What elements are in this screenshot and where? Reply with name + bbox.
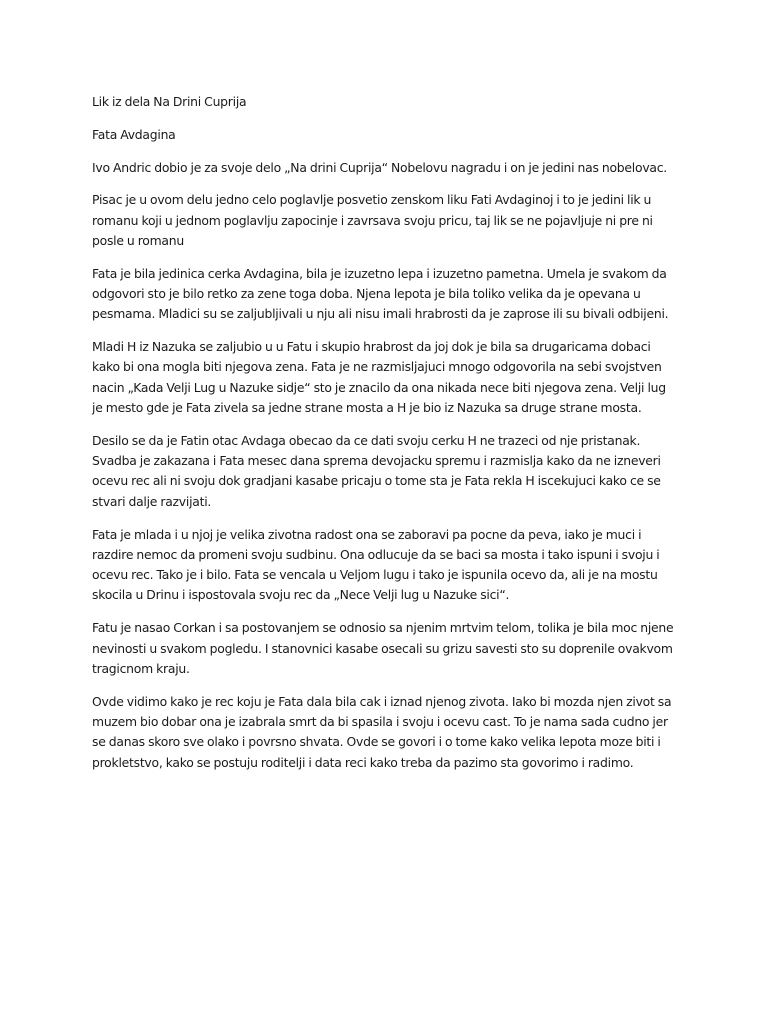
document-body	[92, 92, 678, 785]
document-subtitle: Fata Avdagina	[92, 126, 176, 142]
paragraph-5: Desilo se da je Fatin otac Avdaga obecao da ce dati svoju cerku H ne trazeci od nje pristanak. Svadba je zakazana i Fata mesec dana sprema devojacku spremu i razmislja kako da ne izneveri ocevu rec ali ni svoju dok gradjani kasabe pricaju o tome sta je Fata rekla H iscekujuci kako ce se stvari dalje razvijati.	[92, 432, 661, 509]
paragraph-2: Pisac je u ovom delu jedno celo poglavlje posvetio zenskom liku Fati Avdaginoj i to je jedini lik u romanu koji u jednom poglavlju zapocinje i zavrsava svoju pricu, taj lik se ne pojavljuje ni pre ni posle u romanu	[92, 192, 653, 248]
document-title: Lik iz dela Na Drini Cuprija	[92, 94, 247, 109]
paragraph-7: Fatu je nasao Corkan i sa postovanjem se odnosio sa njenim mrtvim telom, tolika je bila moc njene nevinosti u svakom pogledu. I stanovnici kasabe osecali su grizu savesti sto su doprenile ovakvom tragicnom kraju.	[92, 620, 674, 676]
paragraph-4: Mladi H iz Nazuka se zaljubio u u Fatu i skupio hrabrost da joj dok je bila sa drugaricama dobaci kako bi ona mogla biti njegova zena. Fata je ne razmisljajuci mnogo odgovorila na sebi svojstven nacin „Kada Velji Lug u Nazuke sidje“ sto je znacilo da ona nikada nece biti njegova zena. Velji lug je mesto gde je Fata zivela sa jedne strane mosta a H je bio iz Nazuka sa druge strane mosta.	[92, 339, 666, 416]
paragraph-1: Ivo Andric dobio je za svoje delo „Na drini Cuprija“ Nobelovu nagradu i on je jedini nas nobelovac.	[92, 159, 667, 175]
paragraph-3: Fata je bila jedinica cerka Avdagina, bila je izuzetno lepa i izuzetno pametna. Umela je svakom da odgovori sto je bilo retko za zene toga doba. Njena lepota je bila toliko velika da je opevana u pesmama. Mladici su se zaljubljivali u nju ali nisu imali hrabrosti da je zaprose ili su bivali odbijeni.	[92, 265, 669, 322]
paragraph-6: Fata je mlada i u njoj je velika zivotna radost ona se zaboravi pa pocne da peva, iako je muci i razdire nemoc da promeni svoju sudbinu. Ona odlucuje da se baci sa mosta i tako ispuni i svoju i ocevu rec. Tako je i bilo. Fata se vencala u Veljom lugu i tako je ispunila ocevo da, ali je na mostu skocila u Drinu i ispostovala svoju rec da „Nece Velji lug u Nazuke sici“.	[92, 526, 660, 603]
paragraph-8: Ovde vidimo kako je rec koju je Fata dala bila cak i iznad njenog zivota. Iako bi mozda njen zivot sa muzem bio dobar ona je izabrala smrt da bi spasila i svoju i ocevu cast. To je nama sada cudno jer se danas skoro sve olako i povrsno shvata. Ovde se govori i o tome kako velika lepota moze biti i prokletstvo, kako se postuju roditelji i data reci kako treba da pazimo sta govorimo i radimo.	[92, 693, 672, 770]
